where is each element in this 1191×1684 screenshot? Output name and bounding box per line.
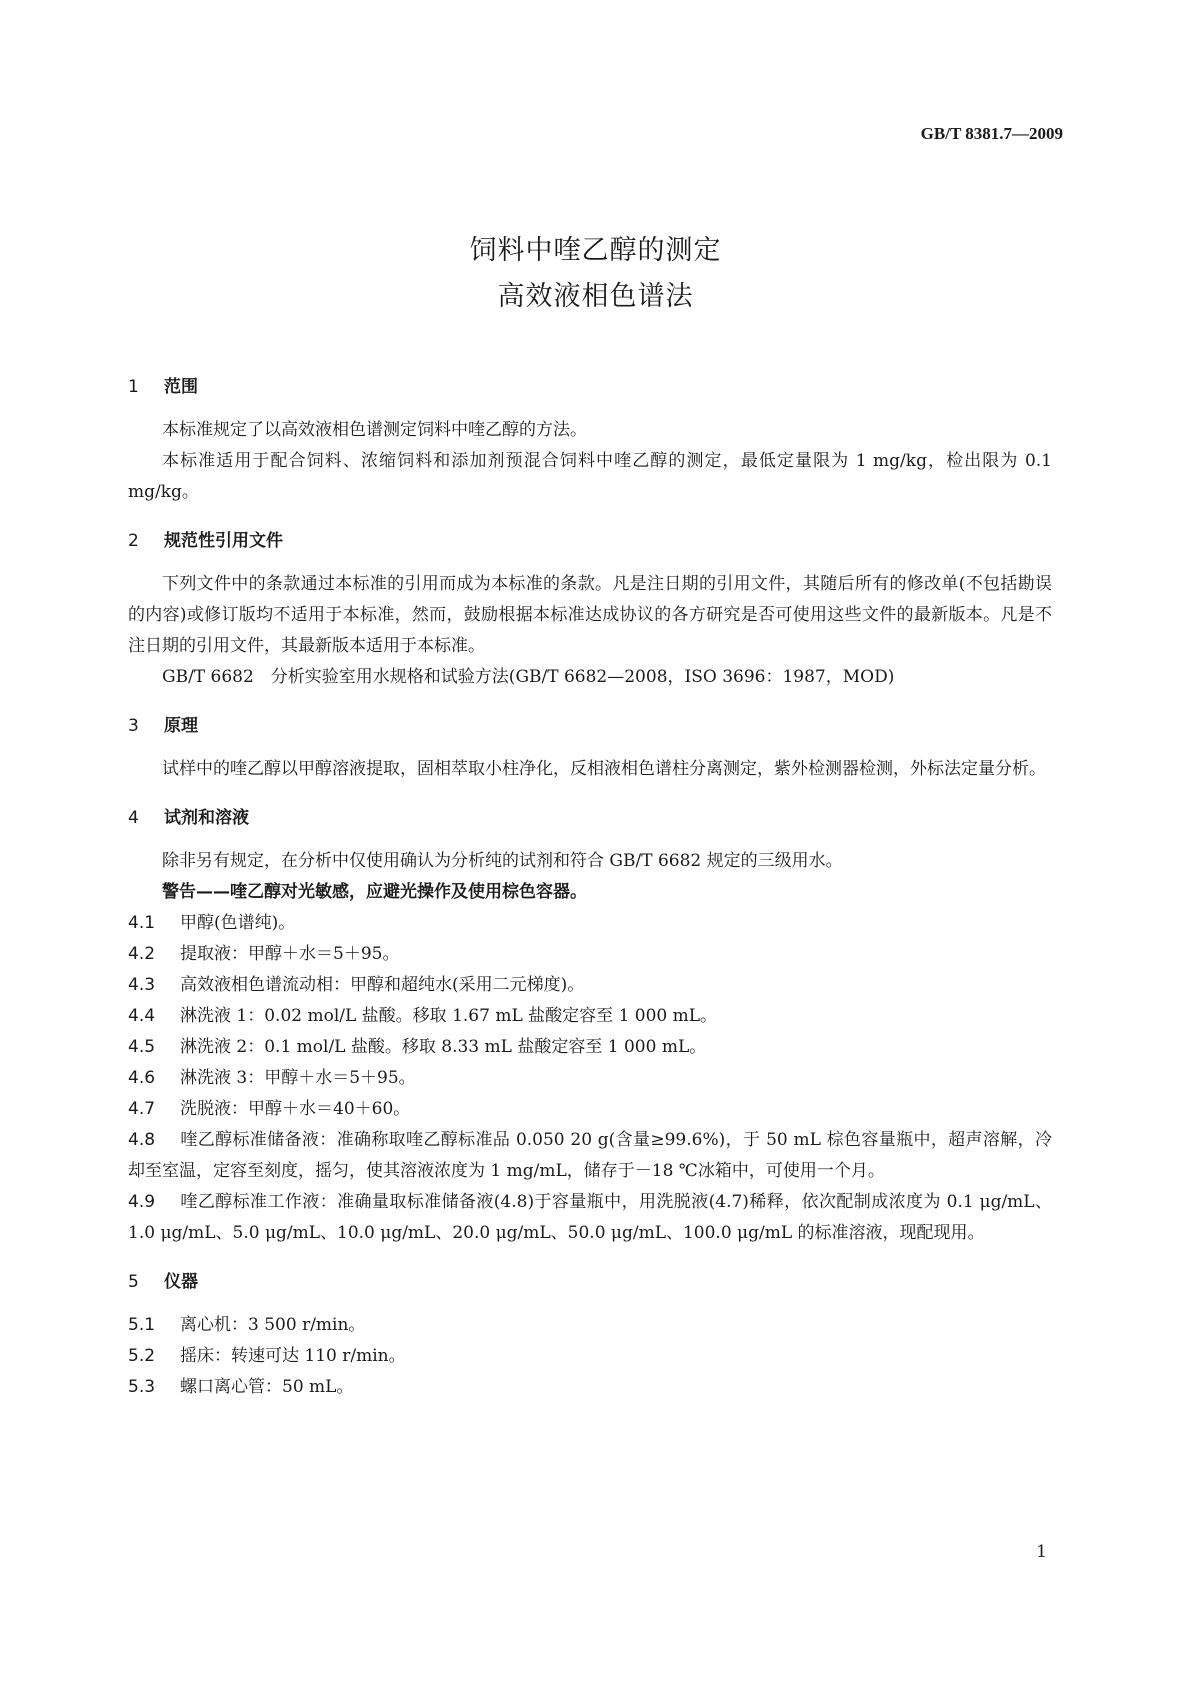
list-item: 4.6 淋洗液 3：甲醇＋水＝5＋95。 — [128, 1068, 416, 1088]
warning-note: 警告——喹乙醇对光敏感，应避光操作及使用棕色容器。 — [162, 882, 587, 902]
list-item: 4.5 淋洗液 2：0.1 mol/L 盐酸。移取 8.33 mL 盐酸定容至 1 000 mL。 — [128, 1037, 707, 1057]
paragraph: 本标准规定了以高效液相色谱测定饲料中喹乙醇的方法。 — [162, 420, 587, 440]
list-item: 4.7 洗脱液：甲醇＋水＝40＋60。 — [128, 1099, 411, 1119]
list-item: 5.2 摇床：转速可达 110 r/min。 — [128, 1346, 406, 1366]
list-item: 4.3 高效液相色谱流动相：甲醇和超纯水(采用二元梯度)。 — [128, 975, 585, 995]
list-item: 4.9 喹乙醇标准工作液：准确量取标准储备液(4.8)于容量瓶中，用洗脱液(4.7)稀释，依次配制成浓度为 0.1 μg/mL、1.0 μg/mL、5.0 μg/mL、10.0 μg/mL、20.0 μg/mL、50.0 μg/mL、100.0 μg/mL 的标准溶液，现配现用。 — [128, 1192, 1052, 1243]
document-subtitle: 高效液相色谱法 — [497, 281, 694, 312]
list-item: 4.2 提取液：甲醇＋水＝5＋95。 — [128, 944, 400, 964]
list-item: 4.4 淋洗液 1：0.02 mol/L 盐酸。移取 1.67 mL 盐酸定容至 1 000 mL。 — [128, 1006, 718, 1026]
section-heading-3: 3 原理 — [128, 716, 198, 736]
paragraph: 试样中的喹乙醇以甲醇溶液提取，固相萃取小柱净化，反相液相色谱柱分离测定，紫外检测器检测，外标法定量分析。 — [162, 759, 1046, 779]
section-heading-1: 1 范围 — [128, 377, 198, 397]
document-title: 饲料中喹乙醇的测定 — [469, 235, 722, 266]
section-heading-2: 2 规范性引用文件 — [128, 531, 283, 551]
page-number: 1 — [1036, 1542, 1047, 1562]
list-item: 4.1 甲醇(色谱纯)。 — [128, 913, 296, 933]
document-body — [128, 372, 1052, 1403]
standard-number: GB/T 8381.7—2009 — [920, 124, 1063, 143]
list-item: 5.1 离心机：3 500 r/min。 — [128, 1315, 366, 1335]
list-item: 5.3 螺口离心管：50 mL。 — [128, 1377, 354, 1397]
paragraph: 本标准适用于配合饲料、浓缩饲料和添加剂预混合饲料中喹乙醇的测定，最低定量限为 1 mg/kg，检出限为 0.1 mg/kg。 — [128, 451, 1052, 502]
list-item: 4.8 喹乙醇标准储备液：准确称取喹乙醇标准品 0.050 20 g(含量≥99.6%)，于 50 mL 棕色容量瓶中，超声溶解，冷却至室温，定容至刻度，摇匀，使其溶液浓度为 1 mg/mL，储存于－18 ℃冰箱中，可使用一个月。 — [128, 1130, 1052, 1181]
reference-entry: GB/T 6682 分析实验室用水规格和试验方法(GB/T 6682—2008，ISO 3696：1987，MOD) — [162, 667, 895, 687]
section-heading-5: 5 仪器 — [128, 1272, 198, 1292]
section-heading-4: 4 试剂和溶液 — [128, 808, 249, 828]
paragraph: 除非另有规定，在分析中仅使用确认为分析纯的试剂和符合 GB/T 6682 规定的三级用水。 — [162, 851, 843, 871]
paragraph: 下列文件中的条款通过本标准的引用而成为本标准的条款。凡是注日期的引用文件，其随后所有的修改单(不包括勘误的内容)或修订版均不适用于本标准，然而，鼓励根据本标准达成协议的各方研究是否可使用这些文件的最新版本。凡是不注日期的引用文件，其最新版本适用于本标准。 — [128, 574, 1052, 656]
